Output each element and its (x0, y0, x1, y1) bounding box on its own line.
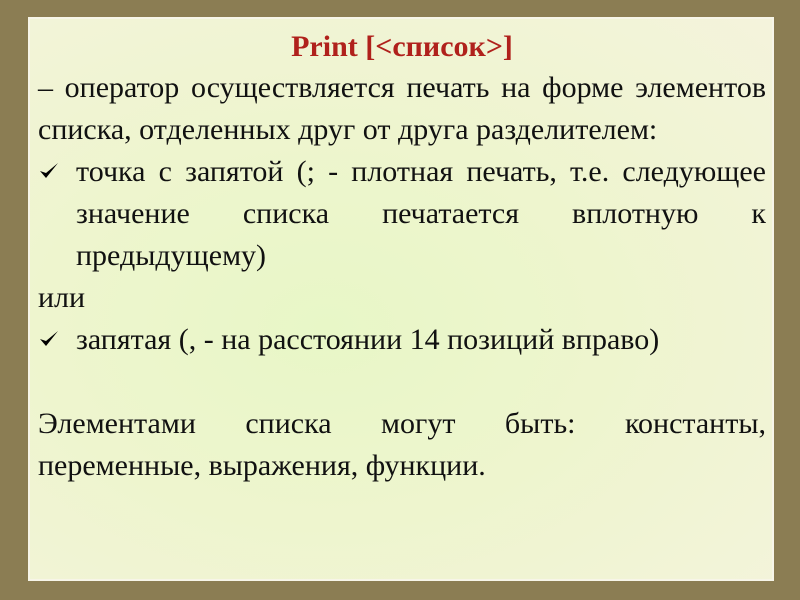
bullet-text: запятая (, - на расстоянии 14 позиций вправо) (76, 323, 660, 356)
slide-content (38, 27, 766, 487)
bullet-text: точка с запятой (; - плотная печать, т.е. следующее значение списка печатается вплотную к предыдущему) (76, 155, 766, 272)
bullet-item-comma (38, 319, 766, 361)
bullet-item-semicolon (38, 151, 766, 277)
slide-panel (28, 17, 774, 581)
spacer (38, 361, 766, 403)
intro-paragraph: – оператор осуществляется печать на форме элементов списка, отделенных друг от друга разделителем: (38, 71, 766, 146)
slide-title: Print [<список>] (291, 30, 513, 63)
checkmark-icon (38, 151, 66, 193)
connector-text: или (38, 281, 86, 314)
checkmark-icon (38, 319, 66, 361)
footer-paragraph: Элементами списка могут быть: константы, переменные, выражения, функции. (38, 407, 766, 482)
